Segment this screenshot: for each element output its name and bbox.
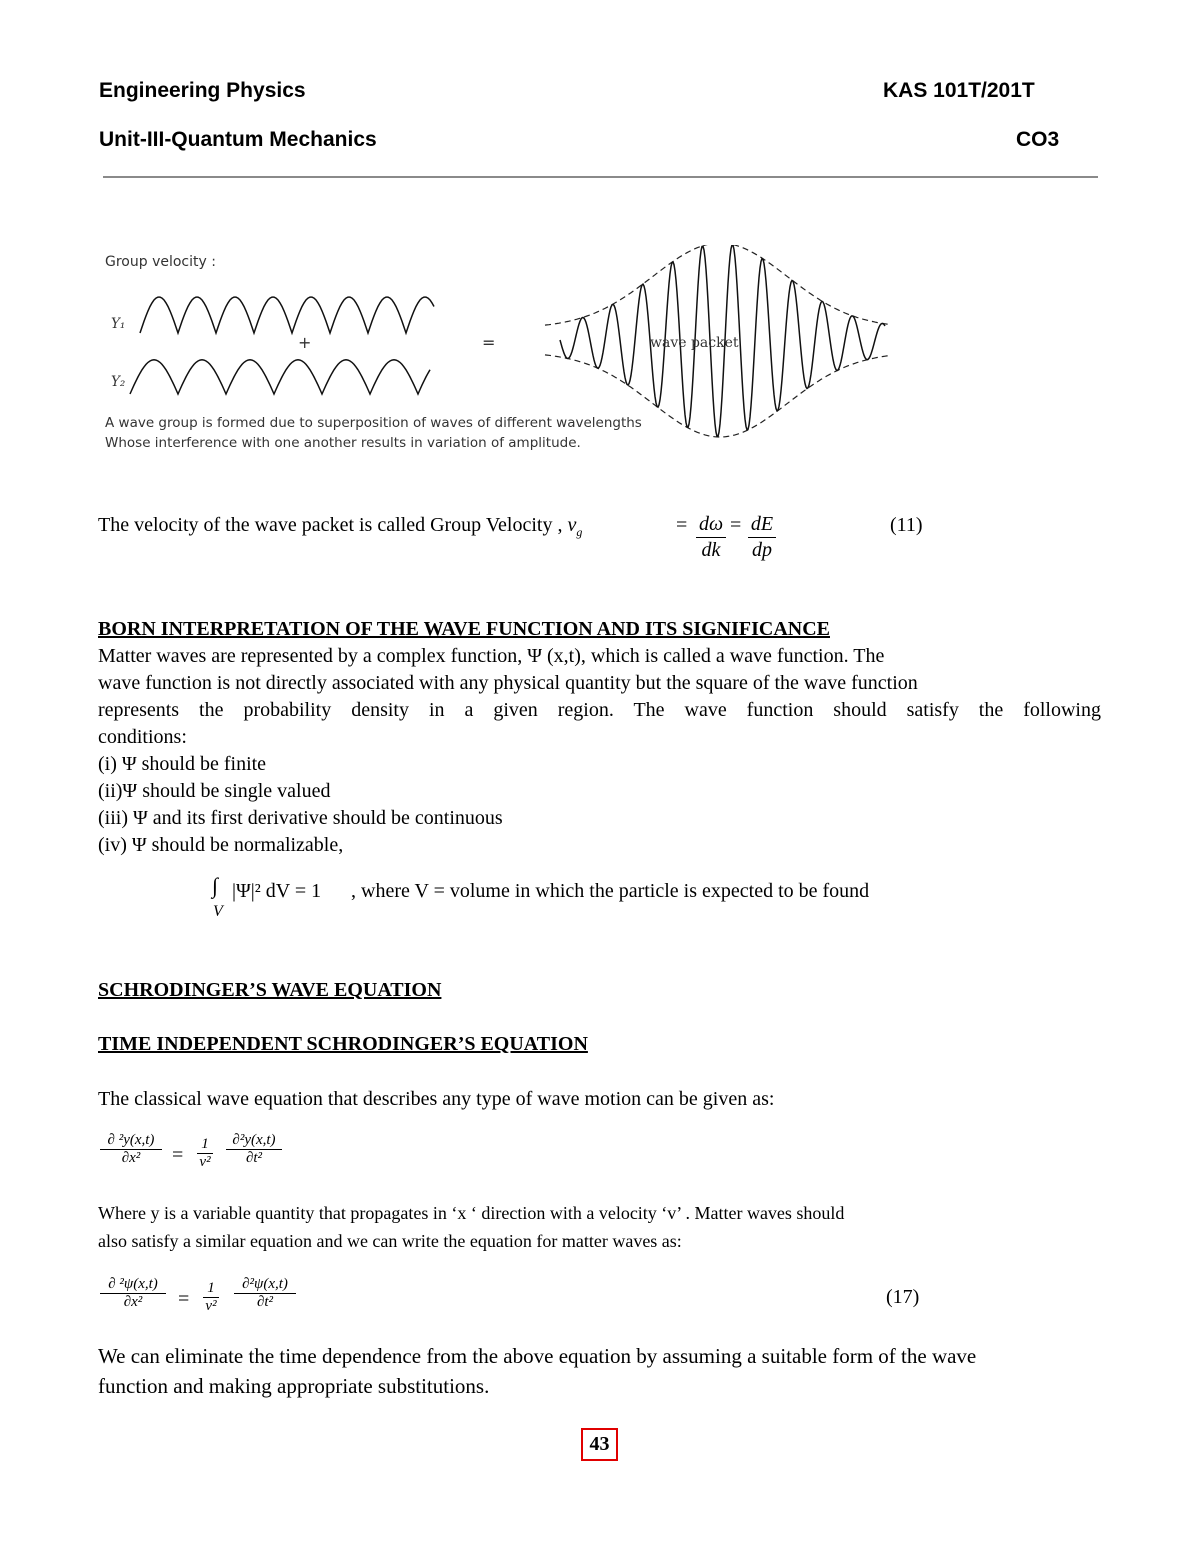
matter-wave-equation	[100, 1276, 320, 1321]
page-number: 43	[581, 1428, 618, 1461]
condition-item: (i) Ψ should be finite	[98, 753, 267, 775]
classical-wave-intro: The classical wave equation that describes any type of wave motion can be given as:	[98, 1088, 775, 1110]
course-title: Engineering Physics	[99, 79, 306, 102]
fraction-numerator: 1	[203, 1280, 219, 1298]
wave-y1-curve	[140, 297, 434, 333]
equation-number-11: (11)	[890, 514, 923, 536]
fraction-denominator: ∂t²	[256, 1294, 274, 1310]
envelope-top-curve	[545, 245, 889, 325]
figure-caption-line2: Whose interference with one another results in variation of amplitude.	[105, 435, 581, 451]
figure-title: Group velocity :	[105, 254, 216, 270]
where-line2: also satisfy a similar equation and we can write the equation for matter waves as:	[98, 1231, 682, 1251]
fraction-de-dp	[748, 512, 776, 563]
fraction-lhs	[100, 1276, 166, 1311]
born-heading: BORN INTERPRETATION OF THE WAVE FUNCTION AND ITS SIGNIFICANCE	[98, 618, 830, 640]
born-paragraph-line1: Matter waves are represented by a complex function, Ψ (x,t), which is called a wave function. The	[98, 645, 885, 667]
plus-sign: +	[298, 333, 312, 352]
wave-y2-curve	[130, 360, 430, 394]
fraction-denominator: v²	[205, 1298, 217, 1314]
final-paragraph-line1: We can eliminate the time dependence from the above equation by assuming a suitable form of the wave	[98, 1344, 977, 1368]
fraction-rhs	[226, 1132, 282, 1167]
equals-sign: =	[172, 1144, 184, 1166]
integral-subscript: V	[213, 903, 223, 920]
born-paragraph-line2: wave function is not directly associated with any physical quantity but the square of the wave function	[98, 672, 918, 694]
vg-subscript: g	[576, 525, 583, 539]
label-y2: Y₂	[111, 374, 126, 390]
fraction-coefficient	[197, 1136, 213, 1171]
course-code: KAS 101T/201T	[883, 79, 1035, 102]
schrodinger-heading: SCHRODINGER’S WAVE EQUATION	[98, 979, 442, 1001]
condition-item: (iii) Ψ and its first derivative should be continuous	[98, 807, 503, 829]
fraction-denominator: dk	[701, 539, 721, 561]
where-line1: Where y is a variable quantity that propagates in ‘x ‘ direction with a velocity ‘v’ . Matter waves should	[98, 1203, 845, 1223]
figure-caption-line1: A wave group is formed due to superposition of waves of different wavelengths	[105, 415, 642, 431]
born-paragraph-line4: conditions:	[98, 726, 187, 748]
born-paragraph-line3: represents the probability density in a given region. The wave function should satisfy the following	[98, 699, 1101, 721]
condition-item: (ii)Ψ should be single valued	[98, 780, 331, 802]
fraction-numerator: 1	[197, 1136, 213, 1154]
final-paragraph-line2: function and making appropriate substitutions.	[98, 1374, 490, 1398]
group-velocity-text: The velocity of the wave packet is called Group Velocity ,	[98, 514, 568, 536]
classical-wave-equation	[100, 1132, 300, 1177]
integral-sign: ∫	[212, 873, 219, 898]
equation-number-17: (17)	[886, 1286, 920, 1308]
fraction-denominator: ∂x²	[121, 1150, 141, 1166]
fraction-numerator: dE	[748, 512, 776, 538]
fraction-domega-dk	[696, 512, 726, 563]
fraction-denominator: ∂t²	[245, 1150, 263, 1166]
fraction-lhs	[100, 1132, 162, 1167]
gv-equals-2: =	[730, 514, 742, 536]
label-y1: Y₁	[111, 316, 126, 332]
fraction-denominator: v²	[199, 1154, 211, 1170]
fraction-coefficient	[203, 1280, 219, 1315]
course-outcome: CO3	[1016, 128, 1060, 151]
fraction-numerator: ∂ ²y(x,t)	[100, 1132, 162, 1150]
time-independent-heading: TIME INDEPENDENT SCHRODINGER’S EQUATION	[98, 1033, 588, 1055]
header-rule	[103, 176, 1098, 178]
fraction-numerator: dω	[696, 512, 726, 538]
gv-equals-1: =	[676, 514, 688, 536]
equals-sign: =	[178, 1288, 190, 1310]
fraction-numerator: ∂²ψ(x,t)	[234, 1276, 296, 1294]
condition-item: (iv) Ψ should be normalizable,	[98, 834, 344, 856]
group-velocity-sentence	[98, 512, 582, 546]
normalization-note: , where V = volume in which the particle is expected to be found	[351, 880, 870, 902]
fraction-rhs	[234, 1276, 296, 1311]
fraction-denominator: dp	[752, 539, 772, 561]
fraction-denominator: ∂x²	[123, 1294, 143, 1310]
unit-title: Unit-III-Quantum Mechanics	[99, 128, 377, 151]
packet-label: wave packet	[650, 335, 739, 351]
fraction-numerator: ∂²y(x,t)	[226, 1132, 282, 1150]
fraction-numerator: ∂ ²ψ(x,t)	[100, 1276, 166, 1294]
wave-group-figure	[100, 245, 900, 460]
equals-sign: =	[482, 333, 496, 352]
normalization-expression: |Ψ|² dV = 1	[232, 880, 322, 902]
vg-symbol: v	[567, 514, 577, 536]
